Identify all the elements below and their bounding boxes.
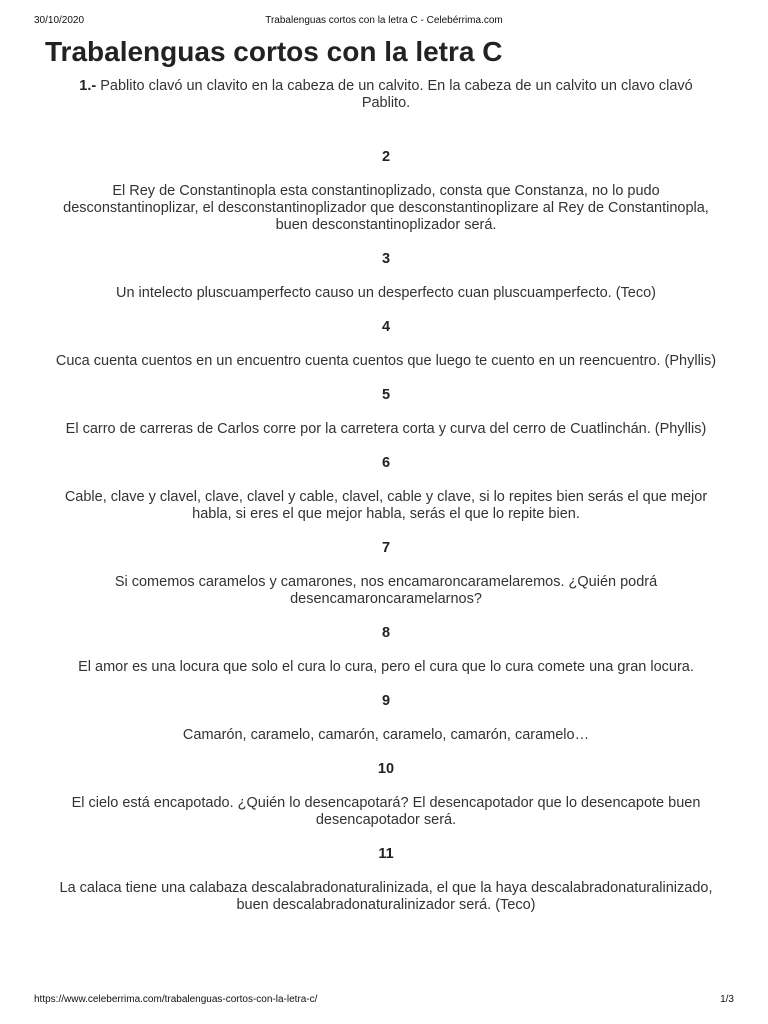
item-number-3: 3 [381, 251, 391, 267]
item-number-11: 11 [378, 846, 394, 862]
item-text-4: Cuca cuenta cuentos en un encuentro cuenta cuentos que luego te cuento en un reencuentro. (Phyllis) [55, 353, 717, 369]
item-number-6: 6 [381, 455, 391, 471]
item-number-4: 4 [381, 319, 391, 335]
item-text-10: El cielo está encapotado. ¿Quién lo desencapotará? El desencapotador que lo desencapote buen desencapotador será. [71, 795, 701, 828]
item-text-2: El Rey de Constantinopla esta constantinoplizado, consta que Constanza, no lo pudo desconstantinoplizar, el desconstantinoplizador que desconstantinoplizare al Rey de Constantinopla, buen desconstantinoplizador será. [63, 183, 709, 233]
item-number-9: 9 [381, 693, 391, 709]
item-text-7: Si comemos caramelos y camarones, nos encamaroncaramelaremos. ¿Quién podrá desencamaroncaramelarnos? [114, 574, 658, 607]
item-text-6: Cable, clave y clavel, clave, clavel y cable, clavel, cable y clave, si lo repites bien serás el que mejor habla, si eres el que mejor habla, serás el que lo repite bien. [64, 489, 708, 522]
item-number-7: 7 [381, 540, 391, 556]
item-text-5: El carro de carreras de Carlos corre por la carretera corta y curva del cerro de Cuatlinchán. (Phyllis) [65, 421, 707, 437]
item-number-8: 8 [381, 625, 391, 641]
item-number-10: 10 [377, 761, 395, 777]
page-indicator: 1/3 [720, 994, 734, 1005]
print-document-title: Trabalenguas cortos con la letra C - Celebérrima.com [265, 15, 503, 26]
item-number-5: 5 [381, 387, 391, 403]
item-number-2: 2 [381, 149, 391, 165]
item-number-1: 1.- [79, 78, 97, 94]
tongue-twister-list [46, 78, 726, 931]
item-text-1: Pablito clavó un clavito en la cabeza de un calvito. En la cabeza de un calvito un clavo clavó Pablito. [100, 78, 693, 111]
item-text-11: La calaca tiene una calabaza descalabradonaturalinizada, el que la haya descalabradonaturalinizado, buen descalabradonaturalinizador será. (Teco) [59, 880, 713, 913]
tongue-twister-item-1 [46, 78, 726, 112]
print-header [0, 15, 768, 31]
item-text-8: El amor es una locura que solo el cura lo cura, pero el cura que lo cura comete una gran locura. [78, 659, 694, 675]
print-date: 30/10/2020 [34, 15, 85, 26]
page-title: Trabalenguas cortos con la letra C [45, 36, 503, 67]
item-text-9: Camarón, caramelo, camarón, caramelo, camarón, caramelo… [182, 727, 590, 743]
item-text-3: Un intelecto pluscuamperfecto causo un desperfecto cuan pluscuamperfecto. (Teco) [115, 285, 657, 301]
print-footer [0, 994, 768, 1008]
source-url: https://www.celeberrima.com/trabalenguas-cortos-con-la-letra-c/ [34, 994, 318, 1005]
